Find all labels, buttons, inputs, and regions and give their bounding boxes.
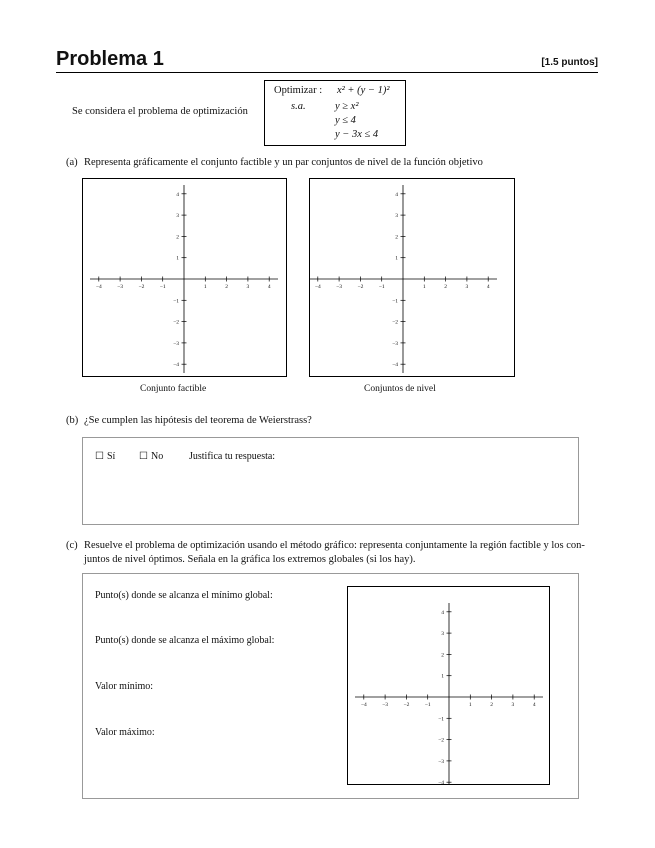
part-c-text-line1: Resuelve el problema de optimización usando el método gráfico: representa conjuntamente la región factible y los con- <box>84 540 585 551</box>
y-tick-label: 1 <box>441 673 444 680</box>
y-tick-label: 2 <box>395 234 398 241</box>
x-tick-label: −2 <box>357 284 364 290</box>
level-sets-axes[interactable] <box>310 179 514 376</box>
feasible-set-axes[interactable] <box>83 179 286 376</box>
x-tick-label: 4 <box>486 284 490 290</box>
weierstrass-answer-box[interactable] <box>82 437 579 525</box>
solution-plot-frame[interactable] <box>347 586 550 785</box>
x-tick-label: 1 <box>203 284 207 290</box>
y-tick-label: 3 <box>395 213 398 220</box>
x-tick-label: −4 <box>95 284 102 290</box>
y-tick-label: −1 <box>173 298 179 305</box>
y-tick-label: 3 <box>441 631 444 638</box>
y-tick-label: −3 <box>438 758 444 765</box>
x-tick-label: 3 <box>511 702 515 708</box>
y-tick-label: −4 <box>173 362 179 369</box>
y-tick-label: 4 <box>176 191 179 198</box>
part-c-label: (c) <box>66 540 78 551</box>
constraint-1: y ≥ x² <box>335 101 359 112</box>
x-tick-label: −4 <box>360 702 367 708</box>
x-tick-label: 1 <box>422 284 426 290</box>
feasible-set-plot-frame[interactable] <box>82 178 287 377</box>
y-tick-label: 1 <box>176 255 179 262</box>
part-a-label: (a) <box>66 157 78 168</box>
option-yes-label: Sí <box>107 451 116 462</box>
y-tick-label: −4 <box>438 780 444 784</box>
optimize-label: Optimizar : <box>274 85 323 96</box>
y-tick-label: 4 <box>441 609 444 616</box>
graphical-method-box <box>82 573 579 799</box>
part-c-text-line2: juntos de nivel óptimos. Señala en la gráfica los extremos globales (si los hay). <box>84 554 416 565</box>
min-value-label: Valor mínimo: <box>95 681 154 692</box>
y-tick-label: 3 <box>176 213 179 220</box>
problem-box <box>264 80 406 146</box>
problem-title: Problema 1 <box>56 48 164 70</box>
x-tick-label: −2 <box>138 284 145 290</box>
level-sets-plot-frame[interactable] <box>309 178 515 377</box>
checkbox-yes[interactable]: ☐ <box>95 451 104 462</box>
y-tick-label: −3 <box>173 340 179 347</box>
level-sets-caption: Conjuntos de nivel <box>364 384 436 394</box>
y-tick-label: 2 <box>176 234 179 241</box>
y-tick-label: −3 <box>392 340 398 347</box>
max-point-label: Punto(s) donde se alcanza el máximo global: <box>95 635 275 646</box>
y-tick-label: −4 <box>392 362 398 369</box>
y-tick-label: 2 <box>441 652 444 659</box>
x-tick-label: −3 <box>117 284 124 290</box>
x-tick-label: −4 <box>314 284 321 290</box>
points-label: [1.5 puntos] <box>541 57 598 68</box>
constraint-2: y ≤ 4 <box>335 115 356 126</box>
subject-to-label: s.a. <box>291 101 306 112</box>
feasible-set-caption: Conjunto factible <box>140 384 207 394</box>
x-tick-label: 2 <box>490 702 493 708</box>
x-tick-label: −1 <box>159 284 166 290</box>
y-tick-label: 1 <box>395 255 398 262</box>
part-b-text: ¿Se cumplen las hipótesis del teorema de Weierstrass? <box>84 415 312 426</box>
option-no-label: No <box>151 451 164 462</box>
x-tick-label: 3 <box>246 284 250 290</box>
justify-label: Justifica tu respuesta: <box>189 451 276 462</box>
x-tick-label: 3 <box>465 284 469 290</box>
x-tick-label: 2 <box>225 284 228 290</box>
objective-function: x² + (y − 1)² <box>337 85 390 96</box>
max-value-label: Valor máximo: <box>95 727 155 738</box>
y-tick-label: −1 <box>392 298 398 305</box>
y-tick-label: −2 <box>173 319 179 326</box>
part-b-label: (b) <box>66 415 79 426</box>
intro-text: Se considera el problema de optimización <box>72 106 248 117</box>
y-tick-label: 4 <box>395 191 398 198</box>
x-tick-label: −3 <box>382 702 389 708</box>
checkbox-no[interactable]: ☐ <box>139 451 148 462</box>
x-tick-label: 2 <box>444 284 447 290</box>
part-a-text: Representa gráficamente el conjunto factible y un par conjuntos de nivel de la función objetivo <box>84 157 483 168</box>
x-tick-label: 4 <box>267 284 271 290</box>
y-tick-label: −2 <box>438 737 444 744</box>
y-tick-label: −1 <box>438 716 444 723</box>
min-point-label: Punto(s) donde se alcanza el mínimo global: <box>95 590 273 601</box>
solution-axes[interactable] <box>348 587 549 784</box>
y-tick-label: −2 <box>392 319 398 326</box>
constraint-3: y − 3x ≤ 4 <box>335 129 379 140</box>
title-rule <box>56 72 598 73</box>
x-tick-label: −2 <box>403 702 410 708</box>
x-tick-label: 1 <box>468 702 472 708</box>
x-tick-label: −3 <box>336 284 343 290</box>
x-tick-label: −1 <box>424 702 431 708</box>
x-tick-label: 4 <box>532 702 536 708</box>
x-tick-label: −1 <box>378 284 385 290</box>
